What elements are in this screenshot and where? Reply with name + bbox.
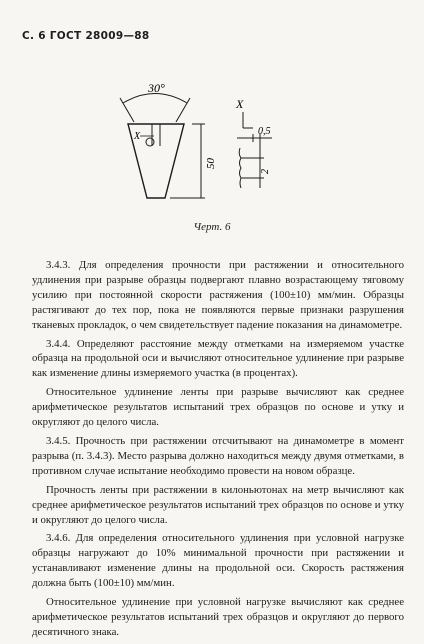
dim-2-label: 2 bbox=[260, 169, 271, 174]
dim-05-label: 0,5 bbox=[258, 126, 271, 137]
dim-50-label: 50 bbox=[205, 158, 217, 169]
paragraph: Относительное удлинение при условной нагрузке вычисляют как среднее арифметическое результатов испытаний трех образцов и округляют до первого десятичного знака. bbox=[32, 596, 404, 638]
paragraph: 3.4.3. Для определения прочности при растяжении и относительного удлинения при разрыве образцы подвергают плавно возрастающему тяговому усилию при постоянной скорости растяжения (100±10) мм/мин. Образцы растягивают до тех пор, пока не появляются первые признаки разрушения тканевых прокладок, о чем свидетельствует падение показания на динамометре. bbox=[32, 259, 404, 331]
body-text bbox=[32, 258, 404, 644]
x-label-left: X bbox=[134, 131, 141, 142]
angle-extension-right bbox=[176, 98, 190, 122]
paragraph: 3.4.6. Для определения относительного удлинения при условной нагрузке образцы нагружают до 10% минимальной прочности при растяжении и устанавливают изменение длины на продольной оси. Скорость растяжения должна быть (100±10) мм/мин. bbox=[32, 532, 404, 590]
mark-circle bbox=[146, 138, 154, 146]
edge-profile bbox=[239, 148, 241, 188]
paragraph: Прочность ленты при растяжении в килоньютонах на метр вычисляют как среднее арифметическое результатов испытаний трех образцов по основе и утку и округляют до целого числа. bbox=[32, 483, 404, 526]
figure-caption: Черт. 6 bbox=[193, 221, 231, 233]
paragraph: 3.4.5. Прочность при растяжении отсчитывают на динамометре в момент разрыва (п. 3.4.3). Место разрыва должно находиться между двумя отметками, в противном случае испытание необходимо провести на новом образце. bbox=[32, 434, 404, 477]
paragraph: Относительное удлинение ленты при разрыве вычисляют как среднее арифметическое результатов испытаний трех образцов по основе и утку и округляют до целого числа. bbox=[32, 386, 404, 429]
angle-extension-left bbox=[120, 98, 134, 122]
paragraph: 3.4.4. Определяют расстояние между отметками на измеряемом участке образца на продольной оси и вычисляют относительное удлинение при разрыве как изменение длины измеряемого участка (в процентах). bbox=[32, 337, 404, 380]
x-label-right: X bbox=[236, 97, 244, 111]
angle-label: 30° bbox=[148, 81, 165, 95]
page-header: С. 6 ГОСТ 28009—88 bbox=[22, 30, 150, 42]
technical-drawing bbox=[110, 70, 310, 210]
